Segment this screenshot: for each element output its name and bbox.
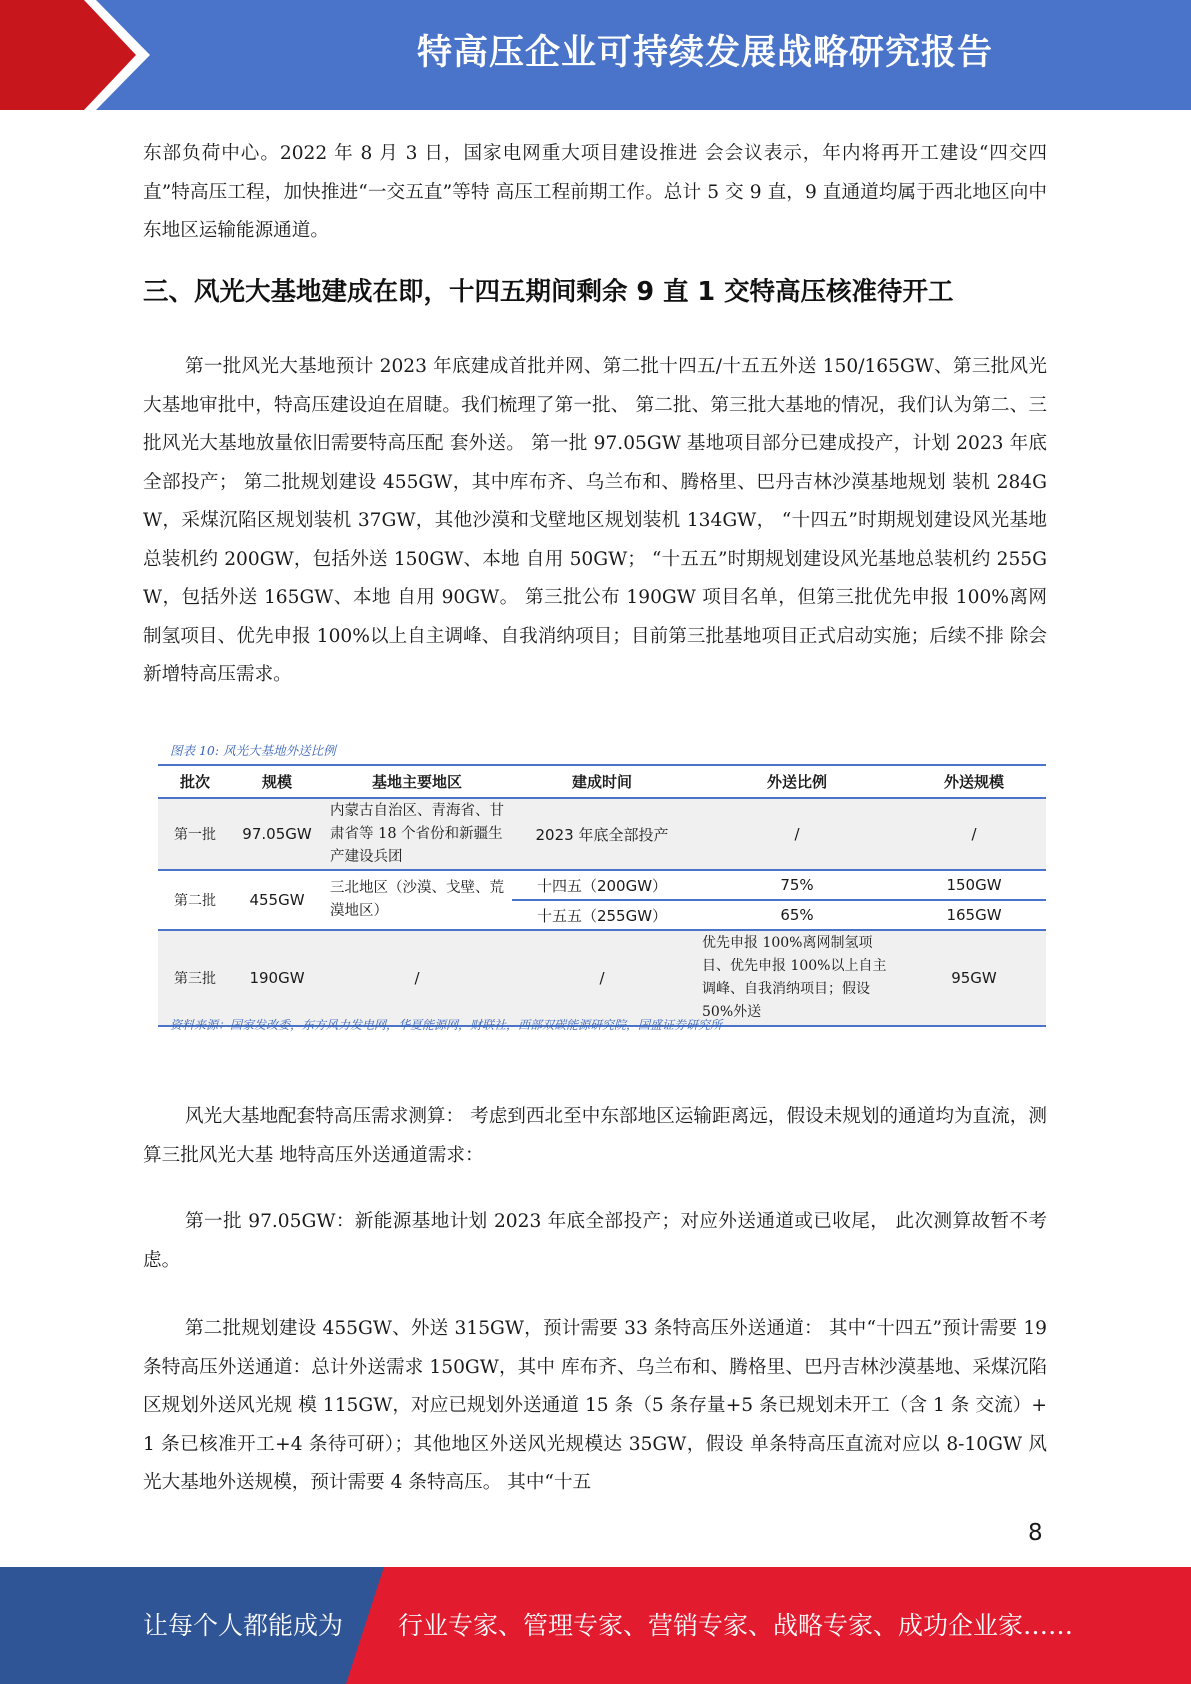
- header-ratio: 外送比例: [692, 765, 902, 798]
- table-row: [158, 798, 1046, 870]
- table-source: 资料来源：国家发改委，东方风力发电网，华夏能源网，财联社，西部双碳能源研究院，国盛证券研究所: [170, 1018, 723, 1032]
- cell-time: 2023 年底全部投产: [512, 798, 692, 870]
- cell-time: /: [512, 930, 692, 1026]
- cell-export: /: [902, 798, 1046, 870]
- table-row: [158, 930, 1046, 1026]
- footer-slogan-left: 让每个人都能成为: [143, 1611, 344, 1640]
- table-row: [158, 870, 1046, 900]
- cell-region: 内蒙古自治区、青海省、甘肃省等 18 个省份和新疆生产建设兵团: [322, 798, 512, 870]
- table-header-row: [158, 765, 1046, 798]
- cell-ratio: 65%: [692, 900, 902, 930]
- cell-ratio: 优先申报 100%离网制氢项目、优先申报 100%以上自主调峰、自我消纳项目；假设 50%外送: [692, 930, 902, 1026]
- page-number: 8: [1028, 1520, 1043, 1546]
- page-footer: [0, 1567, 1191, 1684]
- paragraph-big-base-overview: 第一批风光大基地预计 2023 年底建成首批并网、第二批十四五/十五五外送 150/165GW、第三批风光大基地审批中，特高压建设迫在眉睫。我们梳理了第一批、 第二批、第三批大基地的情况，我们认为第二、三批风光大基地放量依旧需要特高压配 套外送。 第一批 97.05GW 基地项目部分已建成投产，计划 2023 年底全部投产； 第二批规划建设 455GW，其中库布齐、乌兰布和、腾格里、巴丹吉林沙漠基地规划 装机 284GW，采煤沉陷区规划装机 37GW，其他沙漠和戈壁地区规划装机 134GW， “十四五”时期规划建设风光基地总装机约 200GW，包括外送 150GW、本地 自用 50GW； “十五五”时期规划建设风光基地总装机约 255GW，包括外送 165GW、本地 自用 90GW。 第三批公布 190GW 项目名单，但第三批优先申报 100%离网制氢项目、优先申报 100%以上自主调峰、自我消纳项目；目前第三批基地项目正式启动实施；后续不排 除会新增特高压需求。: [143, 356, 1047, 685]
- cell-scale: 97.05GW: [232, 798, 322, 870]
- header-scale: 规模: [232, 765, 322, 798]
- page-header: [0, 0, 1191, 110]
- cell-batch: 第二批: [158, 870, 232, 930]
- cell-ratio: /: [692, 798, 902, 870]
- cell-batch: 第三批: [158, 930, 232, 1026]
- header-region: 基地主要地区: [322, 765, 512, 798]
- cell-time: 十五五（255GW）: [512, 900, 692, 930]
- header-time: 建成时间: [512, 765, 692, 798]
- cell-ratio: 75%: [692, 870, 902, 900]
- paragraph-demand-estimate: 风光大基地配套特高压需求测算： 考虑到西北至中东部地区运输距离远，假设未规划的通道均为直流，测算三批风光大基 地特高压外送通道需求：: [143, 1106, 1047, 1166]
- table-caption: 图表 10: 风光大基地外送比例: [170, 743, 336, 758]
- paragraph-second-batch: 第二批规划建设 455GW、外送 315GW，预计需要 33 条特高压外送通道： 其中“十四五”预计需要 19 条特高压外送通道：总计外送需求 150GW，其中 库布齐、乌兰布和、腾格里、巴丹吉林沙漠基地、采煤沉陷区规划外送风光规 模 115GW，对应已规划外送通道 15 条（5 条存量+5 条已规划未开工（含 1 条 交流）+1 条已核准开工+4 条待可研）；其他地区外送风光规模达 35GW，假设 单条特高压直流对应以 8-10GW 风光大基地外送规模，预计需要 4 条特高压。 其中“十五: [143, 1318, 1047, 1493]
- paragraph-first-batch: 第一批 97.05GW：新能源基地计划 2023 年底全部投产；对应外送通道或已收尾， 此次测算故暂不考虑。: [143, 1211, 1047, 1271]
- cell-region: /: [322, 930, 512, 1026]
- export-ratio-table: [158, 764, 1046, 1027]
- header-export: 外送规模: [902, 765, 1046, 798]
- footer-slogan-right: 行业专家、管理专家、营销专家、战略专家、成功企业家……: [398, 1611, 1074, 1640]
- intro-paragraph: 东部负荷中心。2022 年 8 月 3 日，国家电网重大项目建设推进 会会议表示，年内将再开工建设“四交四直”特高压工程，加快推进“一交五直”等特 高压工程前期工作。总计 5 交 9 直，9 直通道均属于西北地区向中东地区运输能源通道。: [143, 143, 1047, 241]
- cell-scale: 190GW: [232, 930, 322, 1026]
- cell-export: 95GW: [902, 930, 1046, 1026]
- cell-export: 165GW: [902, 900, 1046, 930]
- cell-time: 十四五（200GW）: [512, 870, 692, 900]
- cell-batch: 第一批: [158, 798, 232, 870]
- header-batch: 批次: [158, 765, 232, 798]
- cell-export: 150GW: [902, 870, 1046, 900]
- header-arrow-decoration: [0, 0, 160, 110]
- cell-region: 三北地区（沙漠、戈壁、荒漠地区）: [322, 870, 512, 930]
- section-heading: 三、风光大基地建成在即，十四五期间剩余 9 直 1 交特高压核准待开工: [143, 277, 954, 307]
- cell-scale: 455GW: [232, 870, 322, 930]
- report-title: 特高压企业可持续发展战略研究报告: [416, 33, 993, 73]
